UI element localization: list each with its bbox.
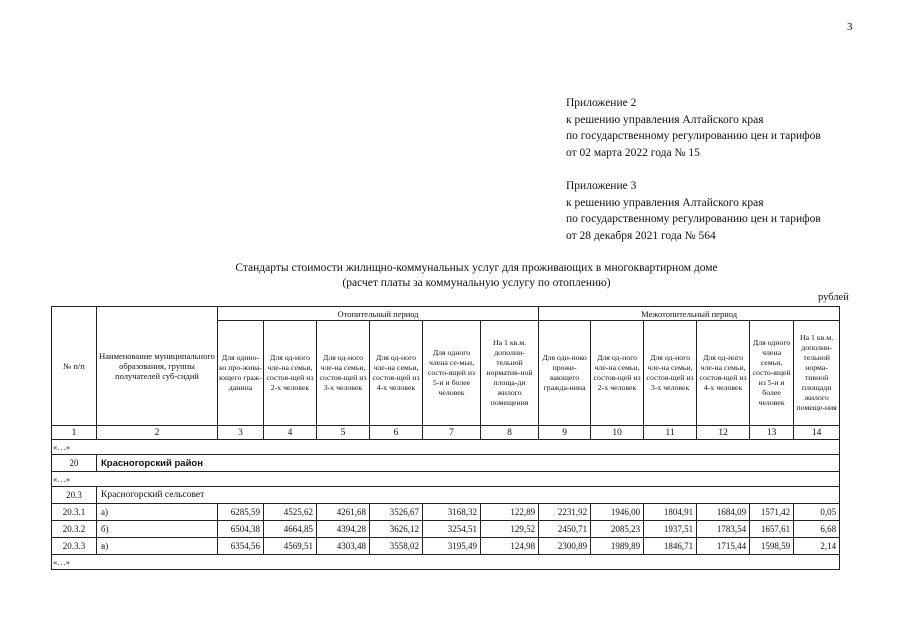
header-number: № п/п — [52, 307, 97, 426]
council-row — [52, 487, 840, 504]
district-code: 20 — [52, 455, 97, 472]
row-group: в) — [97, 538, 218, 555]
subheader-cell: Для одного члена семьи, состо-ящей из 5-и и более человек — [750, 321, 794, 426]
column-number: 1 — [52, 426, 97, 440]
ellipsis-marker: «…» — [52, 440, 840, 455]
value-cell: 2085,23 — [591, 521, 644, 538]
appendix-2-line: к решению управления Алтайского края — [566, 113, 764, 126]
value-cell: 6,68 — [794, 521, 840, 538]
appendix-3-line: к решению управления Алтайского края — [566, 196, 764, 209]
appendix-2-line: от 02 марта 2022 года № 15 — [566, 146, 700, 159]
value-cell: 6285,59 — [218, 504, 264, 521]
value-cell: 1937,51 — [644, 521, 697, 538]
currency-unit: рублей — [818, 292, 849, 303]
column-number-row — [52, 426, 840, 440]
value-cell: 2,14 — [794, 538, 840, 555]
ellipsis-marker: «…» — [52, 555, 840, 570]
subheader-cell: Для од-ного чле-на семьи, состоя-щей из 2-х человек — [264, 321, 317, 426]
value-cell: 124,98 — [481, 538, 539, 555]
value-cell: 1946,00 — [591, 504, 644, 521]
appendix-3-block — [566, 178, 821, 244]
value-cell: 3195,49 — [423, 538, 481, 555]
column-number: 4 — [264, 426, 317, 440]
column-number: 14 — [794, 426, 840, 440]
value-cell: 3254,51 — [423, 521, 481, 538]
subheader-cell: Для од-ного чле-на семьи, состоя-щей из 3-х человек — [644, 321, 697, 426]
column-number: 12 — [697, 426, 750, 440]
value-cell: 4261,68 — [317, 504, 370, 521]
row-code: 20.3.2 — [52, 521, 97, 538]
district-row — [52, 455, 840, 472]
value-cell: 0,05 — [794, 504, 840, 521]
ellipsis-row — [52, 472, 840, 487]
council-name: Красногорский сельсовет — [97, 487, 840, 504]
subheader-cell: Для од-ного чле-на семьи, состоя-щей из 2-х человек — [591, 321, 644, 426]
value-cell: 1783,54 — [697, 521, 750, 538]
value-cell: 3526,67 — [370, 504, 423, 521]
appendix-3-line: от 28 декабря 2021 года № 564 — [566, 229, 716, 242]
table-row — [52, 504, 840, 521]
value-cell: 1571,42 — [750, 504, 794, 521]
document-title: Стандарты стоимости жилищно-коммунальных услуг для проживающих в многоквартирном доме — [235, 262, 718, 274]
value-cell: 1989,89 — [591, 538, 644, 555]
subheader-cell: Для од-ного чле-на семьи, состоя-щей из 3-х человек — [317, 321, 370, 426]
header-offseason-period: Межотопительный период — [539, 307, 840, 321]
page-number: 3 — [847, 21, 853, 33]
column-number: 7 — [423, 426, 481, 440]
value-cell: 2231,92 — [539, 504, 591, 521]
column-number: 6 — [370, 426, 423, 440]
value-cell: 1684,09 — [697, 504, 750, 521]
value-cell: 3168,32 — [423, 504, 481, 521]
ellipsis-row — [52, 555, 840, 570]
value-cell: 122,89 — [481, 504, 539, 521]
table-row — [52, 521, 840, 538]
value-cell: 6504,38 — [218, 521, 264, 538]
value-cell: 4525,62 — [264, 504, 317, 521]
value-cell: 4664,85 — [264, 521, 317, 538]
appendix-2-line: по государственному регулированию цен и тарифов — [566, 130, 821, 142]
subheader-cell: На 1 кв.м. дополни-тельной норма-тивной площади жилого помеще-ния — [794, 321, 840, 426]
value-cell: 4394,28 — [317, 521, 370, 538]
value-cell: 1598,59 — [750, 538, 794, 555]
row-code: 20.3.1 — [52, 504, 97, 521]
appendix-2-block — [566, 95, 821, 161]
subheader-cell: Для одино-ко про-жива-ющего граж-данина — [218, 321, 264, 426]
ellipsis-row — [52, 440, 840, 455]
subheader-cell: Для оди-ноко прожи-вающего гражда-нина — [539, 321, 591, 426]
value-cell: 1657,61 — [750, 521, 794, 538]
value-cell: 2300,89 — [539, 538, 591, 555]
appendix-3-line: по государственному регулированию цен и тарифов — [566, 213, 821, 225]
appendix-3-line: Приложение 3 — [566, 180, 637, 192]
row-group: а) — [97, 504, 218, 521]
value-cell: 129,52 — [481, 521, 539, 538]
row-group: б) — [97, 521, 218, 538]
column-number: 3 — [218, 426, 264, 440]
column-number: 13 — [750, 426, 794, 440]
column-number: 10 — [591, 426, 644, 440]
cost-standards-table — [51, 306, 840, 570]
council-code: 20.3 — [52, 487, 97, 504]
value-cell: 3626,12 — [370, 521, 423, 538]
value-cell: 1715,44 — [697, 538, 750, 555]
column-number: 2 — [97, 426, 218, 440]
value-cell: 4303,48 — [317, 538, 370, 555]
value-cell: 4569,51 — [264, 538, 317, 555]
value-cell: 1804,91 — [644, 504, 697, 521]
subheader-cell: На 1 кв.м. дополни-тельной норматив-ной площа-ди жилого помещения — [481, 321, 539, 426]
value-cell: 2450,71 — [539, 521, 591, 538]
column-number: 9 — [539, 426, 591, 440]
value-cell: 3558,02 — [370, 538, 423, 555]
column-number: 11 — [644, 426, 697, 440]
column-number: 8 — [481, 426, 539, 440]
subheader-cell: Для од-ного чле-на семьи, состоя-щей из 4-х человек — [697, 321, 750, 426]
header-name: Наименование муниципального образования, группы получателей суб-сидий — [97, 307, 218, 426]
subheader-cell: Для одного члена се-мьи, состо-ящей из 5-и и более человек — [423, 321, 481, 426]
appendix-2-line: Приложение 2 — [566, 97, 637, 109]
subheader-cell: Для од-ного чле-на семьи, состоя-щей из 4-х человек — [370, 321, 423, 426]
ellipsis-marker: «…» — [52, 472, 840, 487]
document-subtitle: (расчет платы за коммунальную услугу по отоплению) — [342, 277, 611, 289]
table-row — [52, 538, 840, 555]
value-cell: 6354,56 — [218, 538, 264, 555]
row-code: 20.3.3 — [52, 538, 97, 555]
value-cell: 1846,71 — [644, 538, 697, 555]
header-heating-period: Отопительный период — [218, 307, 539, 321]
district-name: Красногорский район — [97, 455, 840, 472]
column-number: 5 — [317, 426, 370, 440]
